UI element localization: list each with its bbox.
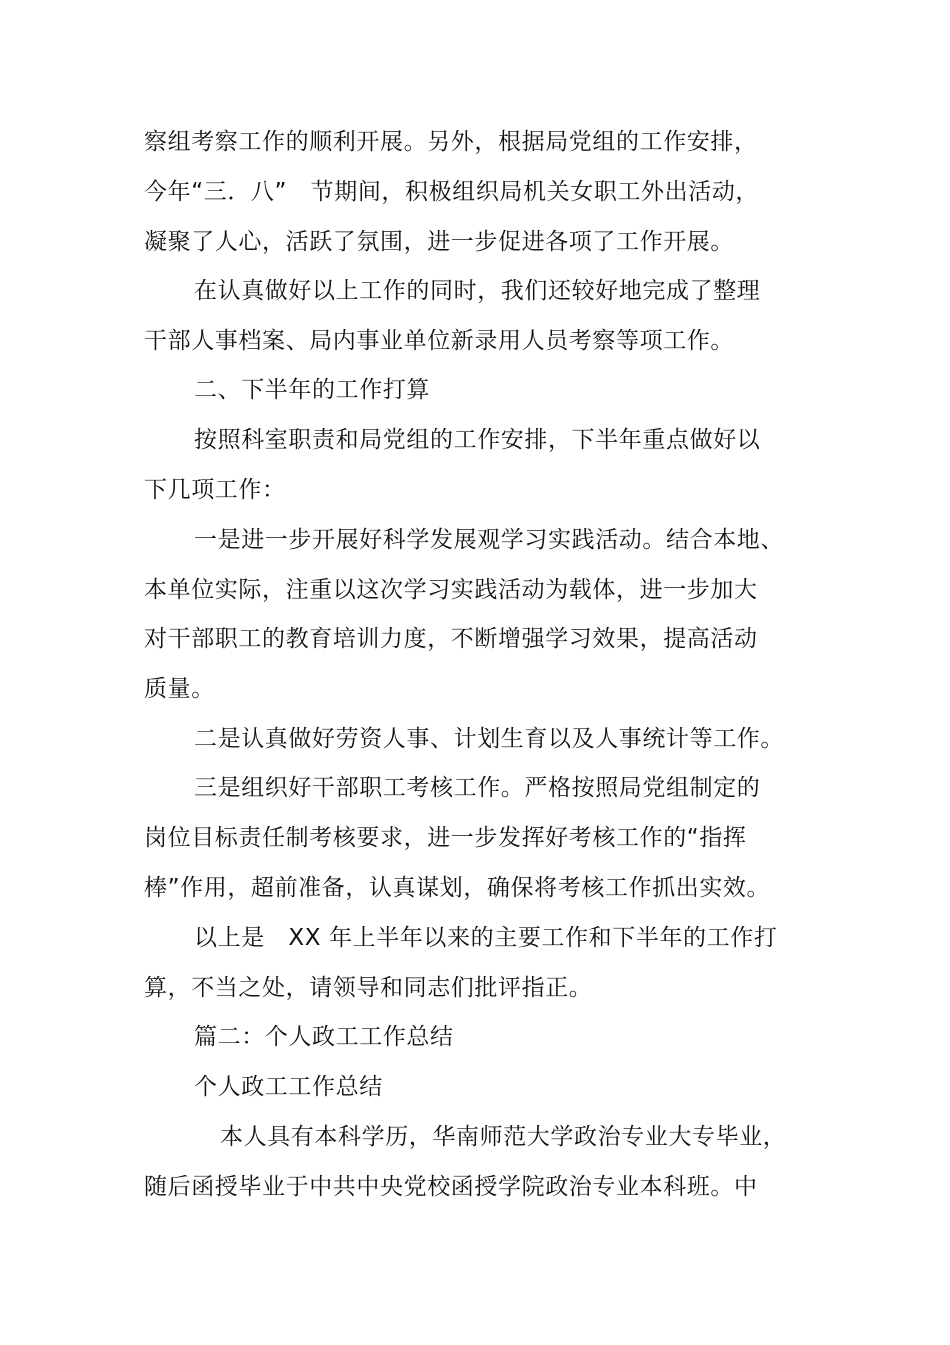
paragraph-start: 按照科室职责和局党组的工作安排，下半年重点做好以 <box>194 427 761 453</box>
paragraph-start: 本人具有本科学历，华南师范大学政治专业大专毕业， <box>220 1124 787 1150</box>
article-heading: 篇二：个人政工工作总结 <box>194 1024 454 1050</box>
text-line: 下几项工作： <box>144 477 286 503</box>
text-line: 今年“三．八” 节期间，积极组织局机关女职工外出活动， <box>144 179 760 205</box>
article-title: 个人政工工作总结 <box>194 1074 383 1100</box>
text-line: 质量。 <box>144 676 215 702</box>
text-line: 随后函授毕业于中共中央党校函授学院政治专业本科班。中 <box>144 1174 758 1200</box>
paragraph-start: 三是组织好干部职工考核工作。严格按照局党组制定的 <box>194 775 761 801</box>
text-line: 棒”作用，超前准备，认真谋划，确保将考核工作抓出实效。 <box>144 875 771 901</box>
paragraph-start: 以上是 XX 年上半年以来的主要工作和下半年的工作打 <box>194 925 778 951</box>
text-line: 干部人事档案、局内事业单位新录用人员考察等项工作。 <box>144 328 734 354</box>
text-line: 本单位实际，注重以这次学习实践活动为载体，进一步加大 <box>144 577 758 603</box>
text-line: 凝聚了人心，活跃了氛围，进一步促进各项了工作开展。 <box>144 229 734 255</box>
text-line: 算，不当之处，请领导和同志们批评指正。 <box>144 975 593 1001</box>
paragraph-start: 一是进一步开展好科学发展观学习实践活动。结合本地、 <box>194 527 784 553</box>
text-line: 岗位目标责任制考核要求，进一步发挥好考核工作的“指挥 <box>144 825 747 851</box>
section-heading: 二、下半年的工作打算 <box>194 377 430 403</box>
paragraph-start: 二是认真做好劳资人事、计划生育以及人事统计等工作。 <box>194 726 784 752</box>
text-line: 对干部职工的教育培训力度，不断增强学习效果，提高活动 <box>144 626 758 652</box>
text-line: 察组考察工作的顺利开展。另外，根据局党组的工作安排， <box>144 129 758 155</box>
paragraph-start: 在认真做好以上工作的同时，我们还较好地完成了整理 <box>194 278 761 304</box>
